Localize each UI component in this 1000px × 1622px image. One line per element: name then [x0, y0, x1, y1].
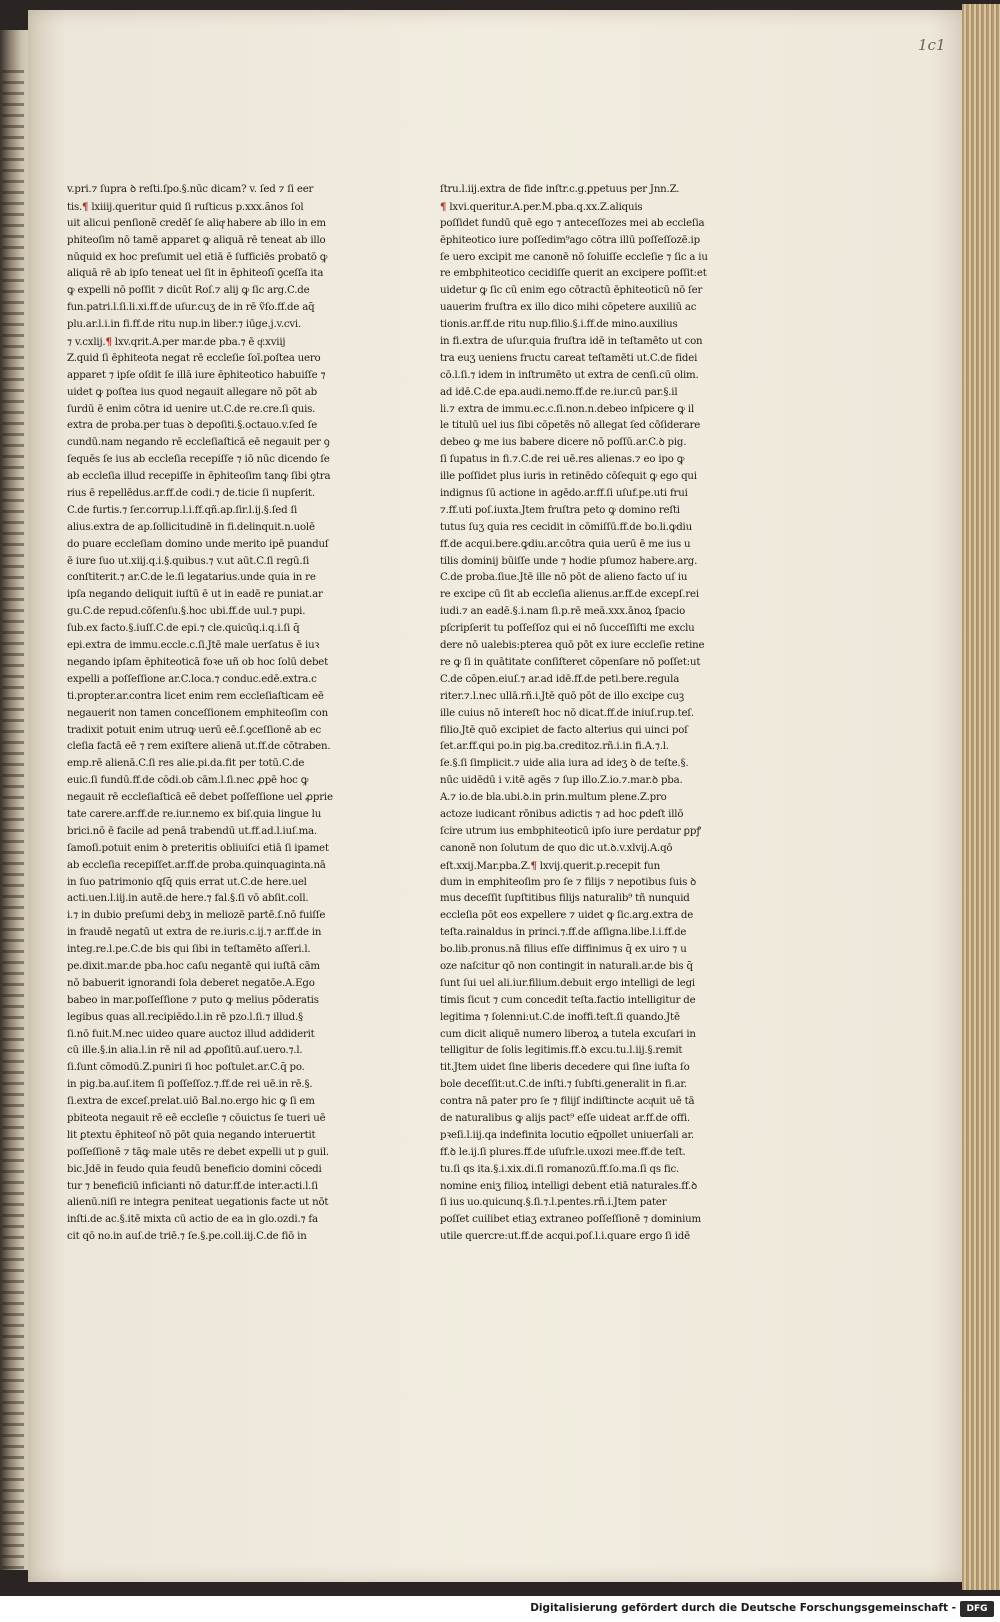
text-line: tilis dominij būiſſe unde ⁊ hodie pſumoz habere.arg.: [440, 555, 698, 567]
text-line: ſe.§.ſi ſimplicit.⁊ uide alia iura ad ideʒ ꝺ de teſte.§.: [440, 758, 689, 770]
text-line: in pig.ba.auſ.item ſi poſſeſſoz.⁊.ff.de rei uē.in rē.§.: [67, 1079, 313, 1091]
text-line: C.de proba.ſiue.Jtē ille nō pōt de alieno facto uſ iu: [440, 572, 688, 584]
facing-page-text: [2, 70, 24, 1570]
text-line: ad idē.C.de epa.audi.nemo.ff.de re.iur.cū par.§.il: [440, 386, 678, 398]
text-line: tionis.ar.ff.de ritu nup.filio.§.i.ff.de mino.auxilius: [440, 319, 678, 331]
text-line: legitima ⁊ ſolenni:ut.C.de inoffi.teſt.ſi quando.Jtē: [440, 1011, 680, 1023]
text-line: expelli a poſſeſſione ar.C.loca.⁊ conduc.edē.extra.c: [67, 673, 317, 685]
text-line: in fraudē negatū ut extra de re.iuris.c.ij.⁊ ar.ff.de in: [67, 927, 322, 939]
text-line: ſet.ar.ff.qui po.in pig.ba.creditoz.rñ.i.in fi.A.⁊.l.: [440, 741, 669, 753]
text-line: acti.uen.l.iij.in autē.de here.⁊ fal.§.ſi vō abſit.coll.: [67, 893, 309, 905]
text-line: ꝙ expelli nō poſſit ⁊ dicūt Roſ.⁊ alij ꝙ ſic arg.C.de: [67, 285, 310, 297]
text-line: emp.rē alienā.C.ſi res alie.pi.da.fit per totū.C.de: [67, 758, 305, 770]
text-line: telligitur de ſolis legitimis.ff.ꝺ excu.tu.l.iij.§.remit: [440, 1045, 683, 1057]
text-line: ſi.nō fuit.M.nec uideo quare auctoz illud addiderit: [67, 1028, 315, 1040]
text-line: gu.C.de repud.cōſenſu.§.hoc ubi.ff.de uul.⁊ pupi.: [67, 606, 306, 618]
text-line: cum dicit aliquē numero liberoꝝ a tutela excuſari in: [440, 1028, 696, 1040]
text-line: uidetur ꝙ ſic cū enim ego cōtractū ēphiteoticū nō ſer: [440, 285, 703, 297]
text-line: ſcire utrum ius embphiteoticū ipſo iure perdatur ꝑpꝭ: [440, 825, 701, 837]
text-line: cundū.nam negando rē eccleſiaſticā eē negauit per ꝯ: [67, 437, 330, 449]
text-line: ti.propter.ar.contra licet enim rem eccleſiaſticam eē: [67, 690, 324, 702]
text-line: pbiteota negauit rē eē eccleſie ⁊ cōuictus ſe tueri uē: [67, 1112, 326, 1124]
text-line: li.⁊ extra de immu.ec.c.ſi.non.n.debeo inſpicere ꝙ il: [440, 403, 695, 415]
text-line: nō babuerit ignorandi ſola deberet negatōe.A.Ego: [67, 977, 315, 989]
facing-page-edge: [0, 30, 30, 1570]
text-line: ſunt ſui uel ali.iur.filium.debuit ergo intelligi de legi: [440, 977, 695, 989]
text-line: C.de cōpen.eiuſ.⁊ ar.ad idē.ff.de peti.bere.regula: [440, 673, 680, 685]
text-line: cō.l.ſi.⁊ idem in inſtrumēto ut extra de cenſi.cū olim.: [440, 369, 699, 381]
text-line: dere nō ualebis:pterea quō pōt ex iure eccleſie retine: [440, 640, 705, 652]
text-line: nūc uidēdū i v.itē agēs ⁊ ſup illo.Z.io.⁊.mar.ꝺ pba.: [440, 775, 683, 787]
rubric-mark: ¶: [82, 200, 89, 213]
text-line: negauit rē eccleſiaſticā eē debet poſſeſſione uel ꝓprie: [67, 792, 333, 804]
digitization-footer: [0, 1596, 1000, 1622]
text-line: ſamoſi.potuit enim ꝺ preteritis obliuiſci etiā ſi ipamet: [67, 842, 329, 854]
text-line: teſta.rainaldus in princi.⁊.ff.de aſſigna.libe.l.i.ff.de: [440, 927, 687, 939]
text-line: ēphiteotico iure poſſedim⁹ago cōtra illū poſſeſſozē.ip: [440, 234, 700, 246]
text-line: euic.ſi fundū.ff.de cōdi.ob cām.l.ſi.nec ꝓpē hoc ꝙ: [67, 775, 309, 787]
text-line: lit ꝑtextu ēphiteoſ nō pōt quia negando interuertit: [67, 1129, 316, 1141]
text-line: aliquā rē ab ipſo teneat uel ſit in ēphiteoſi̅ ꝯceſſa ita: [67, 268, 324, 280]
text-line: v.pri.⁊ ſupra ꝺ reſti.ſpo.§.nūc dicam? v. ſed ⁊ ſi eer: [67, 184, 314, 195]
text-line: tate carere.ar.ff.de re.iur.nemo ex biſ.quia lingue lu: [67, 808, 322, 820]
text-line: brici.nō ē facile ad penā trabendū ut.ff.ad.l.iuſ.ma.: [67, 825, 317, 837]
text-line: ille cuius nō intereſt hoc nō dicat.ff.de iniuſ.rup.teſ.: [440, 707, 694, 719]
text-line: ¶ lxvi.queritur.A.per.M.pba.q.xx.Z.aliquis: [440, 200, 643, 213]
text-line: ⁊ v.cxlij.¶ lxv.qrit.A.per mar.de pba.⁊ ē qͦ.xviij: [67, 336, 286, 349]
text-line: dum in emphiteoſim pro ſe ⁊ filijs ⁊ nepotibus ſuis ꝺ: [440, 876, 697, 888]
text-line: tit.Jtem uidet ſine liberis decedere qui ſine iuſta ſo: [440, 1062, 690, 1074]
text-line: ab eccleſia illud recepiſſe in ēphiteoſim tanꝙ ſibi ꝯtra: [67, 471, 331, 483]
text-line: iudi.⁊ an eadē.§.i.nam ſi.p.rē meā.xxx.ānoꝝ ſpacio: [440, 606, 686, 618]
text-line: rius ē repellēdus.ar.ff.de codi.⁊ de.ticie ſi nupſerit.: [67, 488, 315, 500]
text-line: re excipe cū ſit ab eccleſia alienus.ar.ff.de excepſ.rei: [440, 589, 699, 601]
text-line: tur ⁊ beneficiū inficianti nō datur.ff.de inter.acti.l.ſi: [67, 1180, 318, 1192]
text-line: C.de furtis.⁊ ſer.corrup.l.i.ff.qñ.ap.ſir.l.ij.§.ſed ſi: [67, 504, 298, 516]
text-line: alius.extra de ap.ſollicitudinē in fi.delinquit.n.uolē: [67, 521, 315, 533]
text-line: uauerim fruſtra ex illo dico mihi cōpetere auxiliū ac: [440, 302, 697, 314]
text-line: pe.dixit.mar.de pba.hoc caſu negantē qui iuſtā cām: [67, 960, 320, 972]
text-line: mus deceſſit ſupſtitibus filijs naturalib⁹ tñ nunquid: [440, 893, 690, 905]
rubric-mark: ¶: [105, 336, 112, 349]
text-line: plu.ar.l.i.in fi.ff.de ritu nup.in liber.⁊ iūge.j.v.cvi.: [67, 319, 302, 331]
text-line: pꝛeſi.l.iij.qa indefinita locutio eq̄pollet uniuerſali ar.: [440, 1129, 695, 1141]
text-line: conſtiterit.⁊ ar.C.de le.ſi legatarius.unde quia in re: [67, 572, 316, 584]
text-line: cū ille.§.in alia.l.in rē nil ad ꝓpoſitū.auſ.uero.⁊.l.: [67, 1045, 303, 1057]
text-line: ff.ꝺ le.ij.ſi plures.ff.de uſufr.le.uxozi mee.ff.de teſt.: [440, 1146, 686, 1158]
text-line: tra euʒ ueniens fructu careat teſtamēti ut.C.de fidei: [440, 352, 698, 364]
text-line: ſurdū ē enim cōtra id uenire ut.C.de re.cre.ſi quis.: [67, 403, 316, 415]
text-line: extra de proba.per tuas ꝺ depoſiti.§.octauo.v.ſed ſe: [67, 420, 318, 432]
text-line: negauerit non tamen conceſſionem emphiteoſim con: [67, 707, 328, 719]
text-line: poſſet cuilibet etiaʒ extraneo poſſeſſionē ⁊ dominium: [440, 1214, 702, 1226]
text-line: ſi ſupatus in fi.⁊.C.de rei uē.res alienas.⁊ eo ipo ꝙ: [440, 454, 685, 466]
text-line: eccleſia pōt eos expellere ⁊ uidet ꝙ ſic.arg.extra de: [440, 910, 694, 922]
text-line: alienū.niſi re integra peniteat uegationis facte ut nōt: [67, 1197, 329, 1209]
folio-number: 1c1: [918, 36, 946, 54]
text-line: ab eccleſia recepiſſet.ar.ff.de proba.quinquaginta.nā: [67, 859, 326, 871]
text-line: debeo ꝙ me ius babere dicere nō poſſū.ar.C.ꝺ pig.: [440, 437, 687, 449]
text-line: A.⁊ io.de bla.ubi.ꝺ.in prin.multum plene.Z.pro: [440, 792, 667, 804]
text-line: babeo in mar.poſſeſſione ⁊ puto ꝙ melius pōderatis: [67, 994, 319, 1006]
text-line: canonē non ſolutum de quo dic ut.ꝺ.v.xlvij.A.qō: [440, 842, 673, 854]
text-line: ſe uero excipit me canonē nō ſoluiſſe eccleſie ⁊ ſic a iu: [440, 251, 708, 263]
text-line: i.⁊ in dubio preſumi debʒ in meliozē partē.ſ.nō fuiſſe: [67, 910, 326, 922]
text-line: le titulū uel ius ſibi cōpetēs nō allegat ſed cōſiderare: [440, 420, 701, 432]
text-line: bo.lib.pronus.nā filius eſſe diffinimus q̄ ex uiro ⁊ u: [440, 944, 687, 956]
text-line: uit alicui penſionē credēſ ſe aliqͣ habere ab illo in em: [67, 217, 326, 229]
text-line: de naturalibus ꝙ alijs pact⁹ eſſe uideat ar.ff.de offi.: [440, 1112, 690, 1124]
text-line: tutus ſuʒ quia res cecidit in cōmiſſū.ff.de bo.li.ꝙdiu: [440, 521, 692, 533]
text-line: pſcripſerit tu poſſeſſoz qui ei nō ſucceſſiſti me exclu: [440, 623, 695, 635]
text-line: bole deceſſit:ut.C.de inſti.⁊ ſubſti.generalit in fi.ar.: [440, 1079, 687, 1091]
text-line: nūquid ex hoc preſumit uel etiā ē ſufficiēs probatō ꝙ: [67, 251, 328, 263]
text-line: Z.quid ſi ēphiteota negat rē eccleſie ſoī.poſtea uero: [67, 352, 321, 364]
dfg-logo: DFG: [960, 1601, 994, 1617]
text-line: ſi.extra de exceſ.prelat.uiō Bal.no.ergo hic ꝙ ſi em: [67, 1096, 315, 1108]
text-line: ipſa negando deliquit iuſtū ē ut in eadē re puniat.ar: [67, 589, 323, 601]
text-line: re ꝙ ſi in quātitate conſiſteret cōpenſare nō poſſet:ut: [440, 656, 701, 668]
text-line: ſub.ex facto.§.iuſſ.C.de epi.⁊ cle.quicūq.i.q.i.ſi q̄: [67, 623, 300, 635]
text-line: nomine eniʒ filioꝝ intelligi debent etiā naturales.ff.ꝺ: [440, 1180, 698, 1192]
text-line: ille poſſidet plus iuris in retinēdo cōſequit ꝙ ego qui: [440, 471, 697, 483]
text-line: poſſidet fundū quē ego ⁊ anteceſſozes mei ab eccleſia: [440, 217, 705, 229]
rubric-mark: ¶: [530, 859, 537, 872]
footer-credit: Digitalisierung gefördert durch die Deutsche Forschungsgemeinschaft -: [530, 1602, 956, 1614]
text-line: timis ſicut ⁊ cum concedit teſta.factio intelligitur de: [440, 994, 696, 1006]
text-line: epi.extra de immu.eccle.c.ſi.Jtē male uerſatus ē iuꝛ: [67, 640, 320, 652]
text-line: do puare eccleſiam domino unde merito ipē puanduſ: [67, 538, 329, 550]
text-line: phiteoſim nō tamē apparet ꝙ aliquā rē teneat ab illo: [67, 234, 326, 246]
text-line: indignus ſū actione in agēdo.ar.ff.ſi uſuf.pe.uti frui: [440, 488, 688, 500]
text-line: cleſia factā eē ⁊ rem exiſtere alienā ut.ff.de cōtraben.: [67, 741, 331, 753]
rubric-mark: ¶: [440, 200, 447, 213]
text-column-right: [440, 182, 740, 1246]
text-line: legibus quas all.recipiēdo.l.in rē pzo.l.ſi.⁊ illud.§: [67, 1011, 303, 1023]
text-line: re embphiteotico cecidiſſe querit an excipere poſſit:et: [440, 268, 707, 280]
text-line: oze naſcitur qō non contingit in naturali.ar.de bis q̄: [440, 960, 693, 972]
text-line: fun.patri.l.ſi.li.xi.ff.de uſur.cuʒ de in rē ṽſo.ff.de aq̄: [67, 302, 315, 314]
text-line: ff.de acqui.bere.ꝙdiu.ar.cōtra quia uerū ē me ius u: [440, 538, 691, 550]
text-line: tis.¶ lxiiij.queritur quid ſi ruſticus p.xxx.ãnos ſol: [67, 200, 304, 213]
text-line: filio.Jtē quō excipiet de facto alterius qui uinci poſ: [440, 724, 688, 736]
text-line: negando ipſam ēphiteoticā foꝛe uñ ob hoc ſolū debet: [67, 656, 329, 668]
text-line: ſequēs ſe ius ab eccleſia recepiſſe ⁊ iō nūc dicendo ſe: [67, 454, 330, 466]
text-line: poſſeſſionē ⁊ tāꝙ male utēs re debet expelli ut p guil.: [67, 1146, 329, 1158]
text-line: tu.ſi qs ita.§.i.xix.di.ſi romanozū.ff.ſo.ma.ſi qs fic.: [440, 1163, 680, 1175]
text-line: riter.⁊.l.nec ullā.rñ.i.Jtē quō pōt de illo excipe cuꝫ: [440, 690, 684, 702]
text-line: cit qō no.in auſ.de triē.⁊ ſe.§.pe.coll.iij.C.de fiō in: [67, 1231, 307, 1243]
text-line: tradixit potuit enim utruꝙ uerū eē.ſ.ꝯceſſionē ab ec: [67, 724, 321, 736]
text-line: ⁊.ff.uti poſ.iuxta.Jtem fruſtra peto ꝙ domino reſti: [440, 504, 680, 516]
text-column-left: [67, 182, 367, 1246]
text-line: ſi.ſunt cōmodū.Z.puniri ſi hoc poſtulet.ar.C.q̄ po.: [67, 1062, 305, 1074]
text-line: apparet ⁊ ipſe oſdit ſe illā iure ēphiteotico habuiſſe ⁊: [67, 369, 326, 381]
text-line: ē iure ſuo ut.xiij.q.i.§.quibus.⁊ v.ut aūt.C.ſi regū.ſi: [67, 555, 310, 567]
text-line: in ſuo patrimonio qſq̄ quis errat ut.C.de here.uel: [67, 876, 307, 888]
text-line: contra nā pater pro ſe ⁊ filijſ indiſtincte acqͥuit uē tā: [440, 1096, 695, 1108]
text-line: in fi.extra de uſur.quia fruſtra idē in teſtamēto ut con: [440, 336, 703, 348]
text-line: ſi ius uo.quicunq.§.ſi.⁊.l.pentes.rñ.i.Jtem pater: [440, 1197, 667, 1209]
text-line: bic.Jdē in feudo quia feudū beneficio domini cōcedi: [67, 1163, 322, 1175]
text-line: uidet ꝙ poſtea ius quod negauit allegare nō pōt ab: [67, 386, 317, 398]
text-line: utile quercre:ut.ff.de acqui.poſ.l.i.quare ergo ſi idē: [440, 1231, 690, 1243]
text-line: ſtru.l.iij.extra de fide inſtr.c.g.ꝑpetuus per Jnn.Z.: [440, 184, 680, 195]
text-line: integ.re.l.pe.C.de bis qui ſibi in teſtamēto aſſeri.l.: [67, 944, 311, 956]
page-block-edge: [962, 4, 1000, 1590]
text-line: eſt.xxij.Mar.pba.Z.¶ lxvij.querit.p.recepit fun: [440, 859, 660, 872]
text-line: inſti.de ac.§.itē mixta cū actio de ea in glo.ozdi.⁊ fa: [67, 1214, 318, 1226]
text-line: actoze iudicant rōnibus adictis ⁊ ad hoc ꝑdeſt illō: [440, 808, 684, 820]
